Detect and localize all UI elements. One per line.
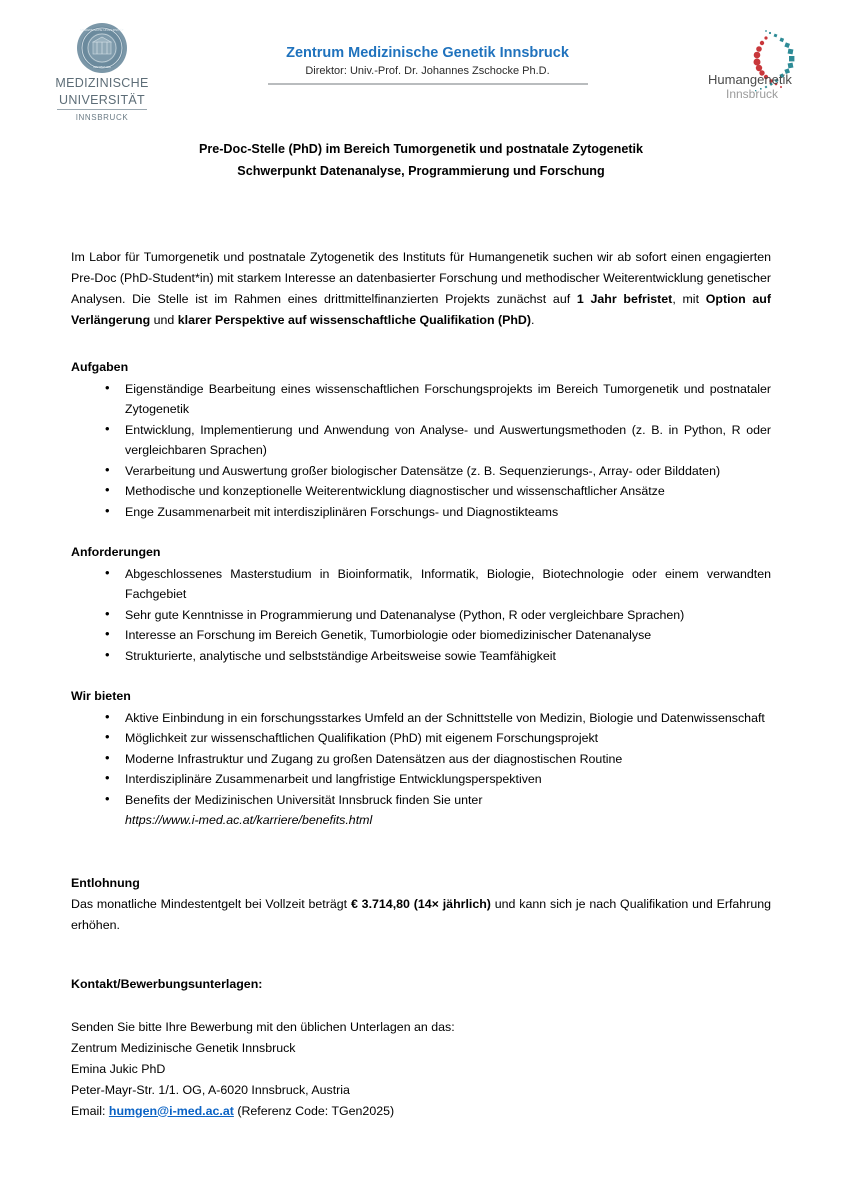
dna-helix-icon (704, 26, 822, 106)
list-item: • Methodische und konzeptionelle Weiterentwicklung diagnostischer und wissenschaftlicher Ansätze (71, 481, 771, 502)
institute-logo-line2: Innsbruck (726, 87, 779, 101)
center-subtitle: Direktor: Univ.-Prof. Dr. Johannes Zschocke Ph.D. (305, 65, 550, 77)
intro-text-2: , mit (672, 292, 706, 306)
list-item: • Aktive Einbindung in ein forschungsstarkes Umfeld an der Schnittstelle von Medizin, Biologie und Datenwissenschaft (71, 708, 771, 729)
center-header-block (255, 44, 600, 85)
center-title: Zentrum Medizinische Genetik Innsbruck (286, 45, 569, 61)
intro-paragraph (71, 247, 771, 331)
salary-paragraph (71, 894, 771, 936)
university-logo-line2: UNIVERSITÄT (57, 93, 147, 110)
intro-bold-1: 1 Jahr befristet (576, 292, 673, 306)
contact-line-email (71, 1101, 771, 1122)
list-item-benefits (71, 790, 771, 831)
list-item: • Interesse an Forschung im Bereich Genetik, Tumorbiologie oder biomedizinischer Datenanalyse (71, 625, 771, 646)
university-logo-line3: INNSBRUCK (75, 113, 129, 122)
section-list-anforderungen (71, 564, 771, 667)
list-item: • Abgeschlossenes Masterstudium in Bioinformatik, Informatik, Biologie, Biotechnologie oder einem verwandten Fachgebiet (71, 564, 771, 605)
email-link[interactable]: humgen@i-med.ac.at (108, 1103, 234, 1118)
intro-text-3: und (150, 313, 178, 327)
section-heading-wir-bieten: Wir bieten (71, 689, 131, 703)
contact-line-intro: Senden Sie bitte Ihre Bewerbung mit den üblichen Unterlagen an das: (71, 1019, 455, 1034)
university-logo-line1: MEDIZINISCHE (55, 76, 149, 90)
list-item: • Möglichkeit zur wissenschaftlichen Qualifikation (PhD) mit eigenem Forschungsprojekt (71, 728, 771, 749)
salary-text-after: und kann sich je nach Qualifikation und Erfahrung erhöhen. (71, 897, 772, 932)
contact-line-address: Peter-Mayr-Str. 1/1. OG, A-6020 Innsbruck, Austria (71, 1082, 350, 1097)
email-label: Email: (71, 1103, 109, 1118)
section-heading-aufgaben: Aufgaben (71, 360, 129, 374)
section-heading-entlohnung: Entlohnung (71, 875, 140, 890)
institute-logo (704, 26, 822, 106)
document-body (71, 138, 771, 1122)
list-item: • Interdisziplinäre Zusammenarbeit und langfristige Entwicklungsperspektiven (71, 769, 771, 790)
header-divider (268, 83, 588, 85)
list-item: • Eigenständige Bearbeitung eines wissenschaftlichen Forschungsprojekts im Bereich Tumorgenetik und postnataler Zytogenetik (71, 379, 771, 420)
contact-line-institution: Zentrum Medizinische Genetik Innsbruck (71, 1040, 296, 1055)
list-item: • Strukturierte, analytische und selbstständige Arbeitsweise sowie Teamfähigkeit (71, 646, 771, 667)
reference-code: (Referenz Code: TGen2025) (233, 1103, 395, 1118)
list-item: • Enge Zusammenarbeit mit interdisziplinären Forschungs- und Diagnostikteams (71, 502, 771, 523)
section-list-aufgaben (71, 379, 771, 523)
page-header (0, 22, 850, 127)
contact-line-person: Emina Jukic PhD (71, 1061, 166, 1076)
intro-bold-2: Option auf Verlängerung (71, 292, 771, 327)
list-item: • Entwicklung, Implementierung und Anwendung von Analyse- und Auswertungsmethoden (z. B. in Python, R oder vergleichbaren Sprachen) (71, 420, 771, 461)
job-title-line2: Schwerpunkt Datenanalyse, Programmierung und Forschung (237, 164, 605, 178)
list-item: • Sehr gute Kenntnisse in Programmierung und Datenanalyse (Python, R oder vergleichbare Sprachen) (71, 605, 771, 626)
benefits-text: Benefits der Medizinischen Universität Innsbruck finden Sie unter (125, 792, 483, 807)
svg-text:MEDIZINISCHE UNIVERSITÄT: MEDIZINISCHE UNIVERSITÄT (80, 28, 124, 32)
salary-text-before: Das monatliche Mindestentgelt bei Vollzeit beträgt (71, 897, 351, 911)
university-seal-icon (76, 22, 128, 74)
contact-block (71, 1017, 771, 1122)
section-heading-kontakt: Kontakt/Bewerbungsunterlagen: (71, 977, 263, 991)
institute-logo-line1: Humangenetik (708, 72, 792, 87)
svg-text:INNSBRUCK: INNSBRUCK (92, 65, 112, 69)
section-heading-anforderungen: Anforderungen (71, 545, 161, 559)
section-list-wir-bieten (71, 708, 771, 831)
job-title-line1: Pre-Doc-Stelle (PhD) im Bereich Tumorgenetik und postnatale Zytogenetik (198, 142, 644, 156)
intro-bold-3: klarer Perspektive auf wissenschaftliche Qualifikation (PhD) (177, 313, 532, 327)
intro-text-1: Im Labor für Tumorgenetik und postnatale Zytogenetik des Instituts für Humangenetik suchen wir ab sofort einen engagierten Pre-Doc (PhD-Student*in) mit starkem Interesse an datenbasierter Forschung und methodischer Weiterentwicklung genetischer Analysen. Die Stelle ist im Rahmen eines drittmittelfinanzierten Projekts zunächst auf (71, 250, 771, 306)
salary-amount: € 3.714,80 (14× jährlich) (350, 897, 491, 911)
list-item: • Moderne Infrastruktur und Zugang zu großen Datensätzen aus der diagnostischen Routine (71, 749, 771, 770)
intro-text-4: . (531, 313, 535, 327)
list-item: • Verarbeitung und Auswertung großer biologischer Datensätze (z. B. Sequenzierungs-, Array- oder Bilddaten) (71, 461, 771, 482)
benefits-url[interactable]: https://www.i-med.ac.at/karriere/benefits.html (125, 813, 373, 827)
university-logo (42, 22, 162, 122)
